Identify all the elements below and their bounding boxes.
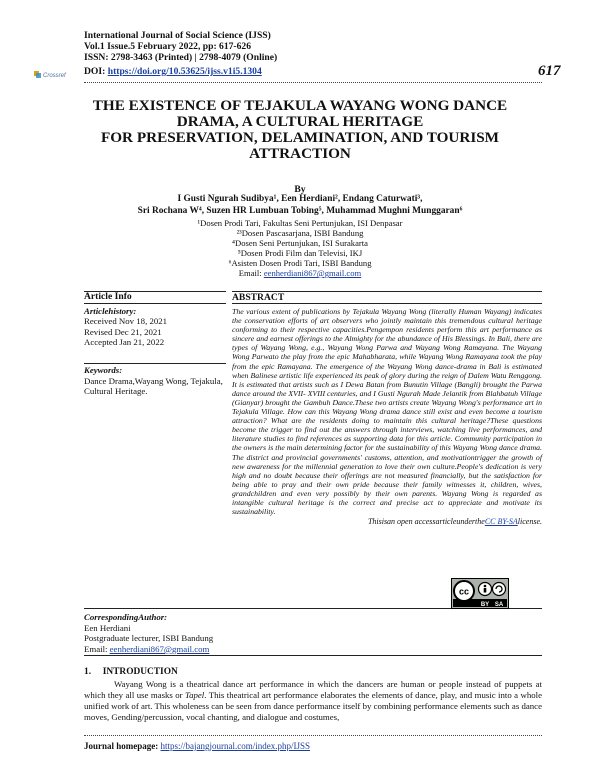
revised-date: Revised Dec 21, 2021 — [84, 326, 162, 337]
license-line — [232, 517, 542, 526]
keywords: Dance Drama,Wayang Wong, Tejakula, Cultural Heritage. — [84, 375, 223, 397]
corresponding-name: Een Herdiani — [84, 622, 131, 633]
page-number: 617 — [538, 63, 561, 79]
license-suffix: license. — [517, 517, 542, 527]
paper-title — [60, 98, 540, 162]
corresponding-email-link[interactable]: eenherdiani867@gmail.com — [109, 643, 210, 654]
doi-label: DOI: — [84, 66, 106, 77]
affiliation: ⁶Asisten Dosen Prodi Tari, ISBI Bandung — [228, 258, 372, 268]
keywords-heading: Keywords: — [84, 364, 123, 375]
intro-text-a: Wayang Wong is a theatrical dance art performance in which the dancers are human or people instead of puppets at which they all use masks or — [84, 679, 542, 700]
author-list — [60, 194, 540, 217]
abstract — [232, 292, 542, 526]
license-link[interactable]: CC BY-SA — [484, 517, 518, 527]
footer — [84, 741, 310, 751]
title-line: THE EXISTENCE OF TEJAKULA WAYANG WONG DANCE — [92, 97, 508, 114]
accepted-date: Accepted Jan 21, 2022 — [84, 337, 165, 348]
abstract-text: The various extent of publications by Tejakula Wayang Wong (literally Human Wayang) indicates the conservation efforts of art observers who jointly maintain this tremendous cultural heritage conforming to their respective capacities.Pengempon residents perform this art performance as sincere and earnest offerings to the Almighty for the abundance of His Blessings. In Bali, there are types of Wayang Wong, e.g., Wayang Wong Parwa and Wayang Wong Ramayana. The Wayang Wong Parwato the play from the epic Mahabharata, while Wayang Wong Ramayana took the play from the epic Ramayana. The emergence of the Wayang Wong dance-drama in Bali is estimated when Balinese artistic life experienced its peak of glory during the reign of Dalem Watu Renggong. It is estimated that artists such as I Dewa Batan from Bunutin Village (Bangli) brought the Parwa dance around the XVII- XVIII centuries, and I Gusti Ngurah Made Jelantik from Blahbatuh Village (Gianyar) brought the Gambuh Dance.These two artists create Wayang Wong's performance art in Tejakula Village. How can this Wayang Wong drama dance still exist and even become a tourism attraction? What are the residents doing to maintain this cultural heritage?These questions become the trigger to find out the answers through interviews, watching live performances, and literature studies to find references as supporting data for this article. Community participation in the owners is the main determining factor for the sustainability of this Wayang Wong dance drama. The district and provincial governments' customs, attention, and motivationtrigger the growth of new awareness for the millennial generation to love their own culture.People's dedication is very high and no doubt because their offerings are not measured financially, but the satisfaction for being able to pray and their own pride because their family witnesses it, children, wives, grandchildren and even very possibly by their own parents. Wayang Wong is regarded as intangible cultural heritage is the correct and precise act to appreciate and motivate its sustainability. — [232, 307, 542, 517]
volume-info: Vol.1 Issue.5 February 2022, pp: 617-626 — [84, 41, 252, 52]
footer-label: Journal homepage — [84, 741, 156, 751]
affiliation: ⁵Dosen Prodi Film dan Televisi, IKJ — [237, 248, 363, 258]
corresponding-author — [84, 612, 542, 654]
issn-info: ISSN: 2798-3463 (Printed) | 2798-4079 (Online) — [84, 52, 278, 63]
doi-link[interactable]: https://doi.org/10.53625/ijss.v1i5.1304 — [107, 66, 262, 77]
article-info — [84, 292, 226, 397]
doi-line — [84, 66, 262, 77]
received-date: Received Nov 18, 2021 — [84, 316, 168, 327]
license-prefix: Thisisan open accessarticleunderthe — [367, 517, 485, 527]
affiliation: ¹Dosen Prodi Tari, Fakultas Seni Pertunjukan, ISI Denpasar — [197, 218, 403, 228]
journal-homepage-link[interactable]: https://bajangjournal.com/index.php/IJSS — [160, 741, 311, 751]
corresponding-bottom-rule — [84, 655, 542, 656]
intro-text-b: . This theatrical art performance elaborates the elements of dance, play, and music into a whole unified work of art. This wholeness can be seen from dance performance itself by combining performance elements such as dance moves, Gending/percussion, vocal chanting, and dialogue and costumes, — [84, 690, 542, 722]
corresponding-email-label: Email: — [84, 643, 110, 654]
cc-by-sa-icon — [451, 578, 509, 609]
title-line: FOR PRESERVATION, DELAMINATION, AND TOURISM — [100, 129, 500, 146]
title-line: DRAMA, A CULTURAL HERITAGE — [176, 113, 424, 130]
email-link[interactable]: eenherdiani867@gmail.com — [263, 268, 362, 278]
footer-sep: : — [155, 741, 161, 751]
email-line — [60, 268, 540, 278]
svg-text:BY: BY — [480, 602, 490, 608]
abstract-heading: ABSTRACT — [232, 292, 285, 303]
author-line: I Gusti Ngurah Sudibya¹, Een Herdiani², Endang Caturwati³, — [177, 194, 423, 204]
intro-text-em: Tapel — [185, 690, 205, 700]
corresponding-heading: CorrespondingAuthor: — [84, 612, 168, 622]
history-heading: Articlehistory: — [84, 305, 137, 316]
title-line: ATTRACTION — [249, 145, 351, 162]
by-label: By — [294, 184, 306, 195]
footer-divider — [84, 735, 542, 736]
corresponding-email-line — [84, 644, 542, 655]
header-divider — [84, 82, 542, 83]
affiliation: ⁴Dosen Seni Pertunjukan, ISI Surakarta — [232, 238, 368, 248]
svg-text:cc: cc — [458, 586, 470, 597]
svg-text:Crossref: Crossref — [43, 73, 66, 79]
introduction-text — [84, 679, 542, 723]
email-label: Email: — [238, 268, 264, 278]
article-info-heading: Article Info — [84, 291, 132, 302]
introduction-heading: 1. INTRODUCTION — [84, 667, 178, 677]
svg-text:SA: SA — [494, 602, 504, 608]
affiliation: ²³Dosen Pascasarjana, ISBI Bandung — [236, 228, 364, 238]
journal-name: International Journal of Social Science (IJSS) — [84, 30, 271, 41]
crossref-logo-icon — [34, 69, 78, 79]
corresponding-position: Postgraduate lecturer, ISBI Bandung — [84, 633, 214, 644]
author-line: Sri Rochana W⁴, Suzen HR Lumbuan Tobing⁵, Muhammad Mughni Munggaran⁶ — [137, 205, 463, 216]
affiliations — [60, 218, 540, 278]
